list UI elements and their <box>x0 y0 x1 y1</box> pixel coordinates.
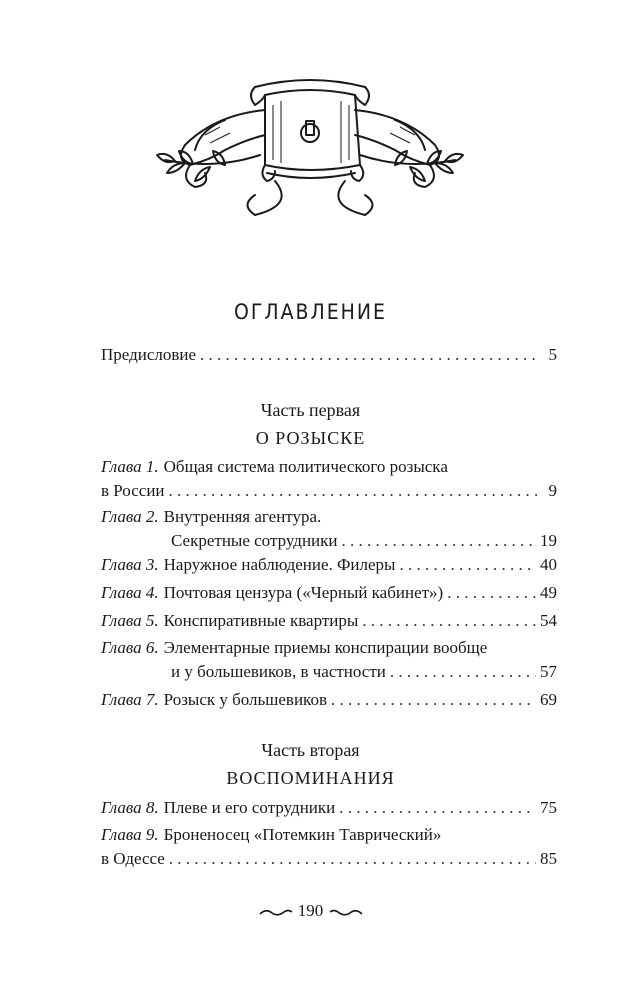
swirl-right-icon <box>328 906 364 918</box>
toc-entry-chapter-5[interactable] <box>101 609 557 633</box>
page-number-footer: 190 <box>297 901 324 920</box>
chapter-label: Глава 6. <box>101 638 159 657</box>
toc-entry-chapter-8[interactable] <box>101 796 557 820</box>
entry-title: Розыск у большевиков <box>163 690 327 709</box>
chapter-label: Глава 1. <box>101 457 159 476</box>
entry-title: Элементарные приемы конспирации вообще <box>163 638 488 657</box>
entry-title: Почтовая цензура («Черный кабинет») <box>163 583 444 602</box>
toc-entry-chapter-2[interactable] <box>101 505 557 553</box>
scroll-ornament-icon <box>155 55 465 230</box>
page-number: 9 <box>548 481 557 500</box>
entry-title-cont: и у большевиков, в частности <box>171 662 386 681</box>
toc-entry-chapter-7[interactable] <box>101 688 557 712</box>
chapter-label: Глава 2. <box>101 507 159 526</box>
chapter-label: Глава 7. <box>101 690 159 709</box>
toc-entry-chapter-9[interactable] <box>101 823 557 871</box>
part-heading: Часть первая <box>260 400 361 420</box>
leader-dots <box>200 343 539 367</box>
toc-entry-chapter-6[interactable] <box>101 636 557 684</box>
swirl-left-icon <box>258 906 294 918</box>
page-number: 49 <box>540 583 557 602</box>
leader-dots <box>339 796 536 820</box>
page-footer <box>0 901 621 921</box>
section-heading: ВОСПОМИНАНИЯ <box>226 768 395 788</box>
toc-entry-preface[interactable] <box>101 343 557 367</box>
toc-entry-chapter-3[interactable] <box>101 553 557 577</box>
page-number: 40 <box>540 555 557 574</box>
toc-entry-chapter-1[interactable] <box>101 455 557 503</box>
entry-title: Броненосец «Потемкин Таврический» <box>163 825 442 844</box>
section-heading: О РОЗЫСКЕ <box>255 428 366 448</box>
leader-dots <box>342 529 536 553</box>
entry-title: Общая система политического розыска <box>163 457 448 476</box>
entry-title-cont: в Одессе <box>101 849 165 868</box>
leader-dots <box>447 581 536 605</box>
chapter-label: Глава 4. <box>101 583 159 602</box>
page-number: 54 <box>540 611 557 630</box>
entry-title-cont: в России <box>101 481 165 500</box>
entry-title-cont: Секретные сотрудники <box>171 531 338 550</box>
chapter-label: Глава 8. <box>101 798 159 817</box>
leader-dots <box>390 660 536 684</box>
page-number: 69 <box>540 690 557 709</box>
page-number: 19 <box>540 531 557 550</box>
leader-dots <box>331 688 536 712</box>
toc-title: ОГЛАВЛЕНИЕ <box>234 300 387 324</box>
entry-title: Внутренняя агентура. <box>163 507 322 526</box>
page-number: 5 <box>548 345 557 364</box>
entry-title: Конспиративные квартиры <box>163 611 359 630</box>
leader-dots <box>362 609 536 633</box>
entry-title: Плеве и его сотрудники <box>163 798 336 817</box>
part-heading: Часть вторая <box>261 740 360 760</box>
leader-dots <box>169 479 539 503</box>
page-number: 85 <box>540 849 557 868</box>
chapter-label: Глава 5. <box>101 611 159 630</box>
chapter-label: Глава 9. <box>101 825 159 844</box>
page-number: 57 <box>540 662 557 681</box>
entry-title: Наружное наблюдение. Филеры <box>163 555 396 574</box>
entry-title: Предисловие <box>101 345 197 364</box>
leader-dots <box>169 847 536 871</box>
page-number: 75 <box>540 798 557 817</box>
chapter-label: Глава 3. <box>101 555 159 574</box>
toc-entry-chapter-4[interactable] <box>101 581 557 605</box>
leader-dots <box>399 553 536 577</box>
